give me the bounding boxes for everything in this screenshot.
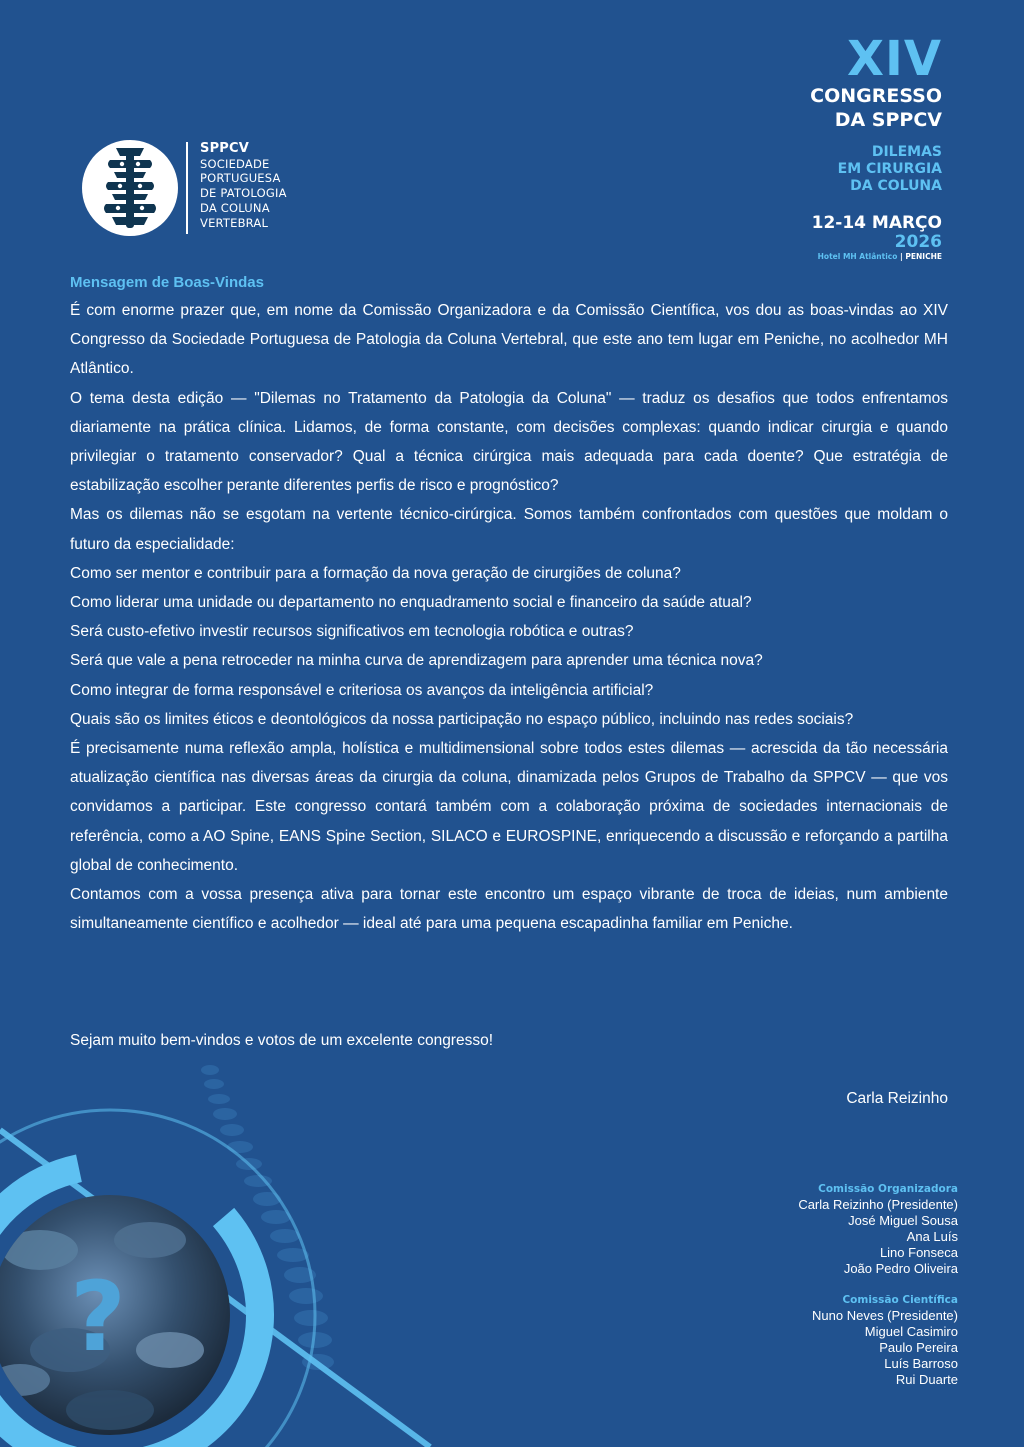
committee-member: Ana Luís xyxy=(906,1229,958,1244)
letter-paragraph: O tema desta edição — "Dilemas no Tratamento da Patologia da Coluna" — traduz os desafios que todos enfrentamos diariamente na prática clínica. Lidamos, de forma constante, com decisões complexas: quando indicar cirurgia e quando privilegiar o tratamento conservador? Qual a técnica cirúrgica mais adequada para cada doente? Que estratégia de estabilização escolher perante diferentes perfis de risco e prognóstico? xyxy=(70,389,948,495)
committee-member: Lino Fonseca xyxy=(879,1245,958,1260)
letter-question: Como integrar de forma responsável e criteriosa os avanços da inteligência artificial? xyxy=(70,681,654,699)
logo-abbreviation: SPPCV xyxy=(200,141,250,156)
letter-paragraph: É com enorme prazer que, em nome da Comissão Organizadora e da Comissão Científica, vos dou as boas-vindas ao XIV Congresso da Sociedade Portuguesa de Patologia da Coluna Vertebral, que este ano tem lugar em Peniche, no acolhedor MH Atlântico. xyxy=(70,302,948,378)
organizing-committee xyxy=(798,1182,958,1277)
letter-closing: Sejam muito bem-vindos e votos de um excelente congresso! xyxy=(70,1032,494,1049)
congress-theme-line: EM CIRURGIA xyxy=(837,161,942,177)
committee-member: João Pedro Oliveira xyxy=(843,1261,958,1276)
scientific-committee xyxy=(798,1293,958,1388)
letter-heading: Mensagem de Boas-Vindas xyxy=(70,274,264,291)
venue-hotel: Hotel MH Atlântico xyxy=(817,252,898,261)
committee-member: Rui Duarte xyxy=(895,1372,958,1387)
logo-name-line: SOCIEDADE xyxy=(200,156,270,171)
letter-question: Quais são os limites éticos e deontológicos da nossa participação no espaço público, incluindo nas redes sociais? xyxy=(70,710,854,728)
committee-title: Comissão Científica xyxy=(842,1294,958,1306)
logo-text xyxy=(200,142,287,230)
event-block xyxy=(810,31,942,262)
congress-theme-line: DA COLUNA xyxy=(850,178,942,194)
logo-name-line: VERTEBRAL xyxy=(200,215,269,230)
committee-title: Comissão Organizadora xyxy=(818,1183,958,1195)
congress-dates: 12-14 MARÇO xyxy=(811,213,942,233)
committee-member: Nuno Neves (Presidente) xyxy=(812,1308,958,1323)
welcome-letter xyxy=(70,270,948,938)
venue-separator: | xyxy=(900,252,903,261)
letter-question: Como ser mentor e contribuir para a formação da nova geração de cirurgiões de coluna? xyxy=(70,564,681,582)
letter-paragraph: Contamos com a vossa presença ativa para tornar este encontro um espaço vibrante de troca de ideias, num ambiente simultaneamente científico e acolhedor — ideal até para uma pequena escapadinha familiar em Peniche. xyxy=(70,886,948,933)
spine-decoration-graphic xyxy=(0,1050,460,1447)
congress-year: 2026 xyxy=(894,232,942,252)
sppcv-logo xyxy=(82,140,342,240)
logo-divider xyxy=(186,142,188,234)
committee-member: Paulo Pereira xyxy=(879,1340,958,1355)
logo-name-line: DA COLUNA xyxy=(200,200,270,215)
committee-member: Carla Reizinho (Presidente) xyxy=(798,1197,958,1212)
letter-signature: Carla Reizinho xyxy=(846,1090,948,1107)
committees xyxy=(798,1182,958,1388)
logo-name-line: PORTUGUESA xyxy=(200,171,281,186)
congress-title-line: CONGRESSO xyxy=(810,85,942,107)
committee-member: José Miguel Sousa xyxy=(848,1213,958,1228)
committee-member: Luís Barroso xyxy=(884,1356,958,1371)
logo-name-line: DE PATOLOGIA xyxy=(200,186,287,201)
letter-question: Como liderar uma unidade ou departamento no enquadramento social e financeiro da saúde atual? xyxy=(70,594,752,612)
congress-theme-line: DILEMAS xyxy=(871,144,942,160)
letter-question: Será que vale a pena retroceder na minha curva de aprendizagem para aprender uma técnica nova? xyxy=(70,652,763,670)
committee-member: Miguel Casimiro xyxy=(864,1324,958,1339)
letter-paragraph: É precisamente numa reflexão ampla, holística e multidimensional sobre todos estes dilemas — acrescida da tão necessária atualização científica nas diversas áreas da cirurgia da coluna, dinamizada pelos Grupos de Trabalho da SPPCV — que vos convidamos a participar. Este congresso contará também com a colaboração próxima de sociedades internacionais de referência, como a AO Spine, EANS Spine Section, SILACO e EUROSPINE, enriquecendo a discussão e reforçando a partilha global de conhecimento. xyxy=(70,740,948,874)
venue-city: PENICHE xyxy=(905,252,942,261)
question-mark-icon: ? xyxy=(70,1261,126,1373)
congress-venue xyxy=(810,252,942,262)
letter-paragraph: Mas os dilemas não se esgotam na vertente técnico-cirúrgica. Somos também confrontados com questões que moldam o futuro da especialidade: xyxy=(70,506,948,553)
spine-logo-icon xyxy=(82,140,178,236)
congress-title-line: DA SPPCV xyxy=(834,109,942,131)
letter-question: Será custo-efetivo investir recursos significativos em tecnologia robótica e outras? xyxy=(70,623,634,641)
congress-number: XIV xyxy=(846,31,942,87)
